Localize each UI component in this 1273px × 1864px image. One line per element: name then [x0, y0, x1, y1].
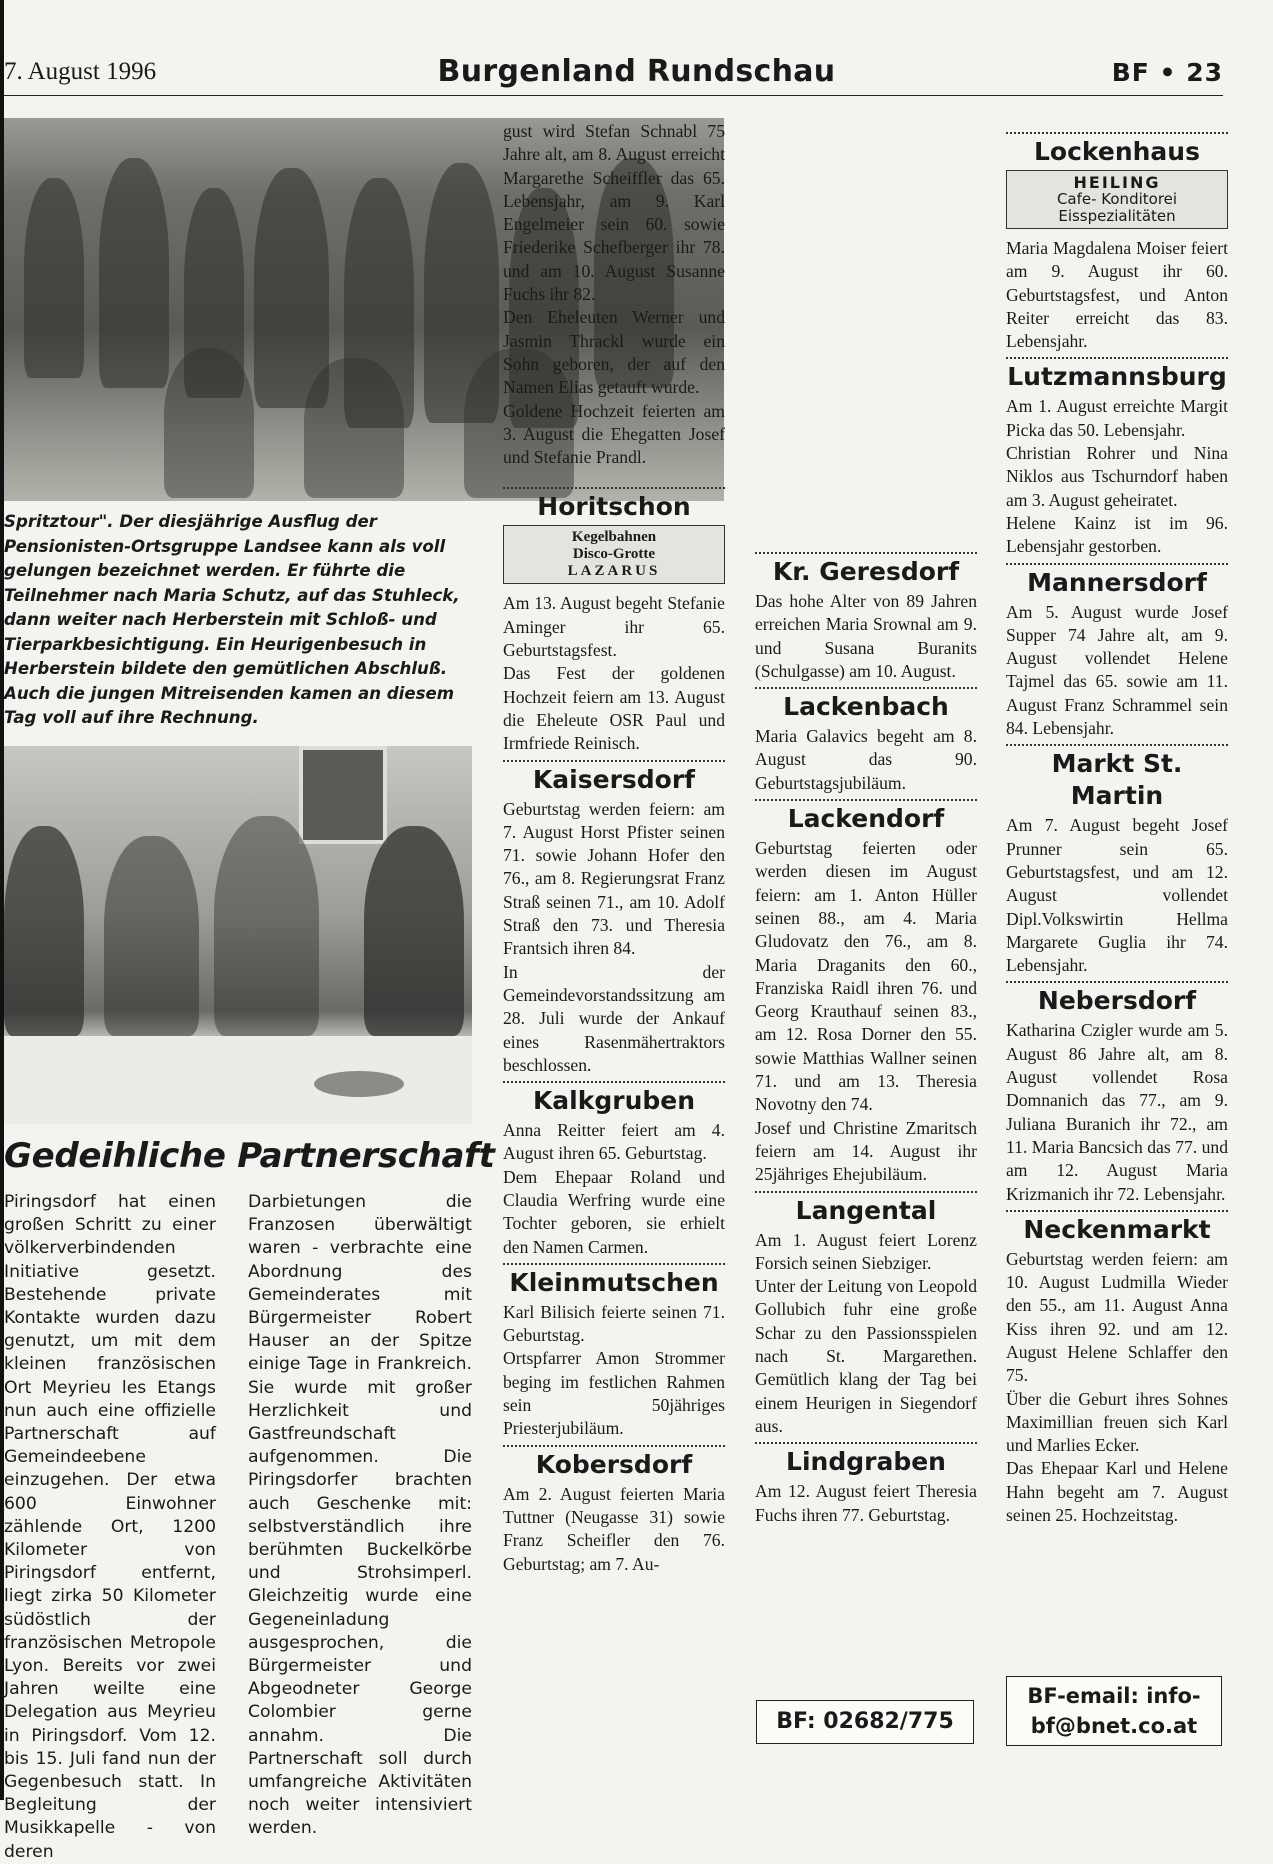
news-item: Katharina Czigler wurde am 5. August 86 Jahre alt, am 8. August vollendet Rosa Domnanich das 77., am 9. Juliana Buranich ihr 72., am 11. Maria Bancsich das 77. und am 12. August Maria Krizmanich ihr 72. Lebensjahr.	[1006, 1020, 1228, 1204]
town-column-4	[755, 120, 977, 1527]
town-heading-lockenhaus: Lockenhaus	[1034, 137, 1200, 166]
town-heading-kaisersdorf: Kaisersdorf	[532, 764, 696, 794]
section-divider	[755, 1191, 977, 1193]
ad-line-2: Disco-Grotte	[572, 546, 656, 563]
town-heading-kr-geresdorf: Kr. Geresdorf	[772, 557, 960, 586]
town-heading-neckenmarkt: Neckenmarkt	[1023, 1214, 1211, 1244]
news-item: Karl Bilisich feierte seinen 71. Geburtstag.	[503, 1301, 725, 1346]
advertisement-lazarus	[503, 525, 725, 584]
partnership-photo	[4, 746, 472, 1124]
town-column-5	[1006, 120, 1228, 1527]
news-item: Christian Rohrer und Nina Niklos aus Tschurndorf haben am 3. August geheiratet.	[1006, 443, 1228, 510]
article-column-1: Piringsdorf hat einen großen Schritt zu einer völkerverbindenden Initiative gesetzt. Bestehende private Kontakte wurden dazu genutzt, um mit dem kleinen französischen Ort Meyrieu les Etangs nun auch eine offizielle Partnerschaft auf Gemeindeebene einzugehen. Der etwa 600 Einwohner zählende Ort, 1200 Kilometer von Piringsdorf entfernt, liegt zirka 50 Kilometer südöstlich der französischen Metropole Lyon. Bereits vor zwei Jahren weilte eine Delegation aus Meyrieu in Piringsdorf. Vom 12. bis 15. Juli fand nun der Gegenbesuch statt. In Begleitung der Musikkapelle - von deren	[4, 1192, 216, 1862]
issue-date: 7. August 1996	[4, 58, 157, 85]
caption-text: Der diesjährige Ausflug der Pensionisten-Ortsgruppe Landsee kann als voll gelungen bezeichnet werden. Er führte die Teilnehmer nach Maria Schutz, auf das Stuhleck, dann weiter nach Herberstein mit Schloß- und Tierparkbesichtigung. Ein Heurigenbesuch in Herberstein bildete den gemütlichen Abschluß. Auch die jungen Mitreisenden kamen an diesem Tag voll auf ihre Rechnung.	[4, 512, 460, 727]
section-divider	[503, 1263, 725, 1265]
email-box	[1006, 1676, 1222, 1746]
news-item: Dem Ehepaar Roland und Claudia Werfring wurde eine Tochter geboren, sie erhielt den Namen Carmen.	[503, 1166, 725, 1257]
news-item: Am 1. August erreichte Margit Picka das 50. Lebensjahr.	[1006, 396, 1228, 440]
news-item: Am 12. August feiert Theresia Fuchs ihren 77. Geburtstag.	[755, 1481, 977, 1525]
town-heading-nebersdorf: Nebersdorf	[1037, 986, 1197, 1016]
news-item: Maria Magdalena Moiser feiert am 9. August ihr 60. Geburtstagsfest, und Anton Reiter erreicht das 83. Lebensjahr.	[1006, 238, 1228, 352]
phone-box: BF: 02682/775	[756, 1700, 974, 1744]
ad-line-1: Kegelbahnen	[571, 529, 657, 546]
page-number: BF • 23	[1111, 58, 1223, 87]
ad-line-2: Cafe- Konditorei	[1056, 190, 1178, 208]
continued-text: gust wird Stefan Schnabl 75 Jahre alt, am 8. August erreicht Margarethe Scheiffler das 65. Lebensjahr, am 9. Karl Engelmeier sein 60. sowie Friederike Schefberger ihr 78. und am 10. August Susanne Fuchs ihr 82.	[503, 121, 725, 305]
email-line-2: bf@bnet.co.at	[1030, 1714, 1198, 1738]
town-heading-horitschon: Horitschon	[537, 492, 691, 522]
town-heading-lackendorf: Lackendorf	[787, 804, 945, 834]
news-item: Josef und Christine Zmaritsch feiern am 14. August ihr 25jähriges Ehejubiläum.	[755, 1117, 977, 1185]
section-divider	[755, 799, 977, 801]
ad-line-3: Eisspezialitäten	[1058, 207, 1176, 225]
town-column-3	[503, 120, 725, 1576]
news-item: Über die Geburt ihres Sohnes Maximillian freuen sich Karl und Marlies Ecker.	[1006, 1388, 1228, 1456]
news-item: Am 1. August feiert Lorenz Forsich seinen Siebziger.	[755, 1229, 977, 1273]
section-divider	[503, 1445, 725, 1447]
section-divider	[1006, 981, 1228, 983]
news-item: Helene Kainz ist im 96. Lebensjahr gestorben.	[1006, 512, 1228, 557]
news-item: Unter der Leitung von Leopold Gollubich fuhr eine große Schar zu den Passionsspielen nach St. Margarethen. Gemütlich klang der Tag bei einem Heurigen in Siegendorf aus.	[755, 1276, 977, 1436]
section-divider	[503, 1081, 725, 1083]
caption-lead: Spritztour".	[4, 512, 114, 531]
email-line-1: BF-email: info-	[1027, 1684, 1201, 1708]
town-heading-langental: Langental	[795, 1195, 937, 1225]
town-heading-kleinmutschen: Kleinmutschen	[509, 1267, 719, 1297]
news-item: Geburtstag werden feiern: am 10. August Ludmilla Wieder den 55., am 11. August Anna Kiss ihren 92. und am 12. August Helene Schlaffer den 75.	[1006, 1248, 1228, 1386]
news-item: Maria Galavics begeht am 8. August das 90. Geburtstagsjubiläum.	[755, 726, 977, 793]
news-item: Das Fest der goldenen Hochzeit feiern am 13. August die Eheleute OSR Paul und Irmfriede Reinisch.	[503, 663, 725, 754]
news-item: Geburtstag feierten oder werden diesen im August feiern: am 1. Anton Hüller seinen 88., am 4. Maria Gludovatz den 76., am 8. Maria Draganits den 60., Franziska Raidl ihren 76. und Georg Krauthauf seinen 83., am 12. Rosa Dorner den 55. sowie Matthias Wallner seinen 71. und am 13. Theresia Novotny den 74.	[755, 838, 977, 1115]
section-divider	[1006, 132, 1228, 134]
news-item: Ortspfarrer Amon Strommer beging im festlichen Rahmen sein 50jähriges Priesterjubiläum.	[503, 1348, 725, 1439]
advertisement-heiling	[1006, 170, 1228, 229]
ad-line-1: HEILING	[1073, 173, 1161, 192]
town-heading-lindgraben: Lindgraben	[786, 1447, 946, 1477]
town-heading-markt-st-martin: Markt St. Martin	[1051, 749, 1183, 811]
section-divider	[503, 487, 725, 489]
section-divider	[1006, 357, 1228, 359]
news-item: Am 7. August begeht Josef Prunner sein 65. Geburtstagsfest, und am 12. August vollendet Dipl.Volkswirtin Hellma Margarete Guglia ihr 74. Lebensjahr.	[1006, 815, 1228, 976]
news-item: Am 2. August feierten Maria Tuttner (Neugasse 31) sowie Franz Scheifler den 76. Geburtstag; am 7. Au-	[503, 1483, 725, 1574]
news-item: Das Ehepaar Karl und Helene Hahn begeht am 7. August seinen 25. Hochzeitstag.	[1006, 1458, 1228, 1526]
section-divider	[755, 687, 977, 689]
town-heading-kalkgruben: Kalkgruben	[532, 1086, 696, 1116]
section-divider	[1006, 563, 1228, 565]
header-rule	[4, 95, 1223, 96]
article-column-2: Darbietungen die Franzosen überwältigt waren - verbrachte eine Abordnung des Gemeinderates mit Bürgermeister Robert Hauser an der Spitze einige Tage in Frankreich. Sie wurde mit großer Herzlichkeit und Gastfreundschaft aufgenommen. Die Piringsdorfer brachten auch Geschenke mit: selbstverständlich ihre berühmten Buckelkörbe und Strohsimperl. Gleichzeitig wurde eine Gegeneinladung ausgesprochen, die Bürgermeister und Abgeodneter George Colombier gerne annahm. Die Partnerschaft soll durch umfangreiche Aktivitäten noch weiter intensiviert werden.	[248, 1192, 472, 1839]
news-item: Anna Reitter feiert am 4. August ihren 65. Geburtstag.	[503, 1120, 725, 1164]
section-divider	[1006, 744, 1228, 746]
town-heading-lackenbach: Lackenbach	[783, 692, 949, 722]
town-heading-mannersdorf: Mannersdorf	[1027, 567, 1207, 597]
article-headline: Gedeihliche Partnerschaft	[4, 1136, 495, 1176]
section-divider	[755, 552, 977, 554]
news-item: In der Gemeindevorstandssitzung am 28. Juli wurde der Ankauf eines Rasenmähertraktors beschlossen.	[503, 961, 725, 1075]
news-item: Am 13. August begeht Stefanie Aminger ihr 65. Geburtstagsfest.	[503, 593, 725, 661]
section-divider	[1006, 1210, 1228, 1212]
photo-caption	[4, 510, 474, 731]
news-item: Am 5. August wurde Josef Supper 74 Jahre alt, am 9. August vollendet Helene Tajmel das 65. sowie am 11. August Franz Schrammel sein 84. Lebensjahr.	[1006, 601, 1228, 739]
news-item: Das hohe Alter von 89 Jahren erreichen Maria Srownal am 9. und Susana Buranits (Schulgasse) am 10. August.	[755, 591, 977, 681]
town-heading-lutzmannsburg: Lutzmannsburg	[1007, 362, 1227, 392]
continued-text-3: Goldene Hochzeit feierten am 3. August die Ehegatten Josef und Stefanie Prandl.	[503, 400, 725, 468]
section-divider	[755, 1442, 977, 1444]
news-item: Geburtstag werden feiern: am 7. August Horst Pfister seinen 71. sowie Johann Hofer den 76., am 8. Regierungsrat Franz Straß seinen 71., am 10. Adolf Straß den 73. und Theresia Frantsich ihren 84.	[503, 798, 725, 959]
section-divider	[503, 760, 725, 762]
continued-text-2: Den Eheleuten Werner und Jasmin Thrackl wurde ein Sohn geboren, der auf den Namen Elias getauft wurde.	[503, 307, 725, 398]
newspaper-title: Burgenland Rundschau	[437, 54, 836, 89]
ad-line-3: LAZARUS	[567, 563, 661, 580]
town-heading-kobersdorf: Kobersdorf	[535, 1449, 693, 1479]
